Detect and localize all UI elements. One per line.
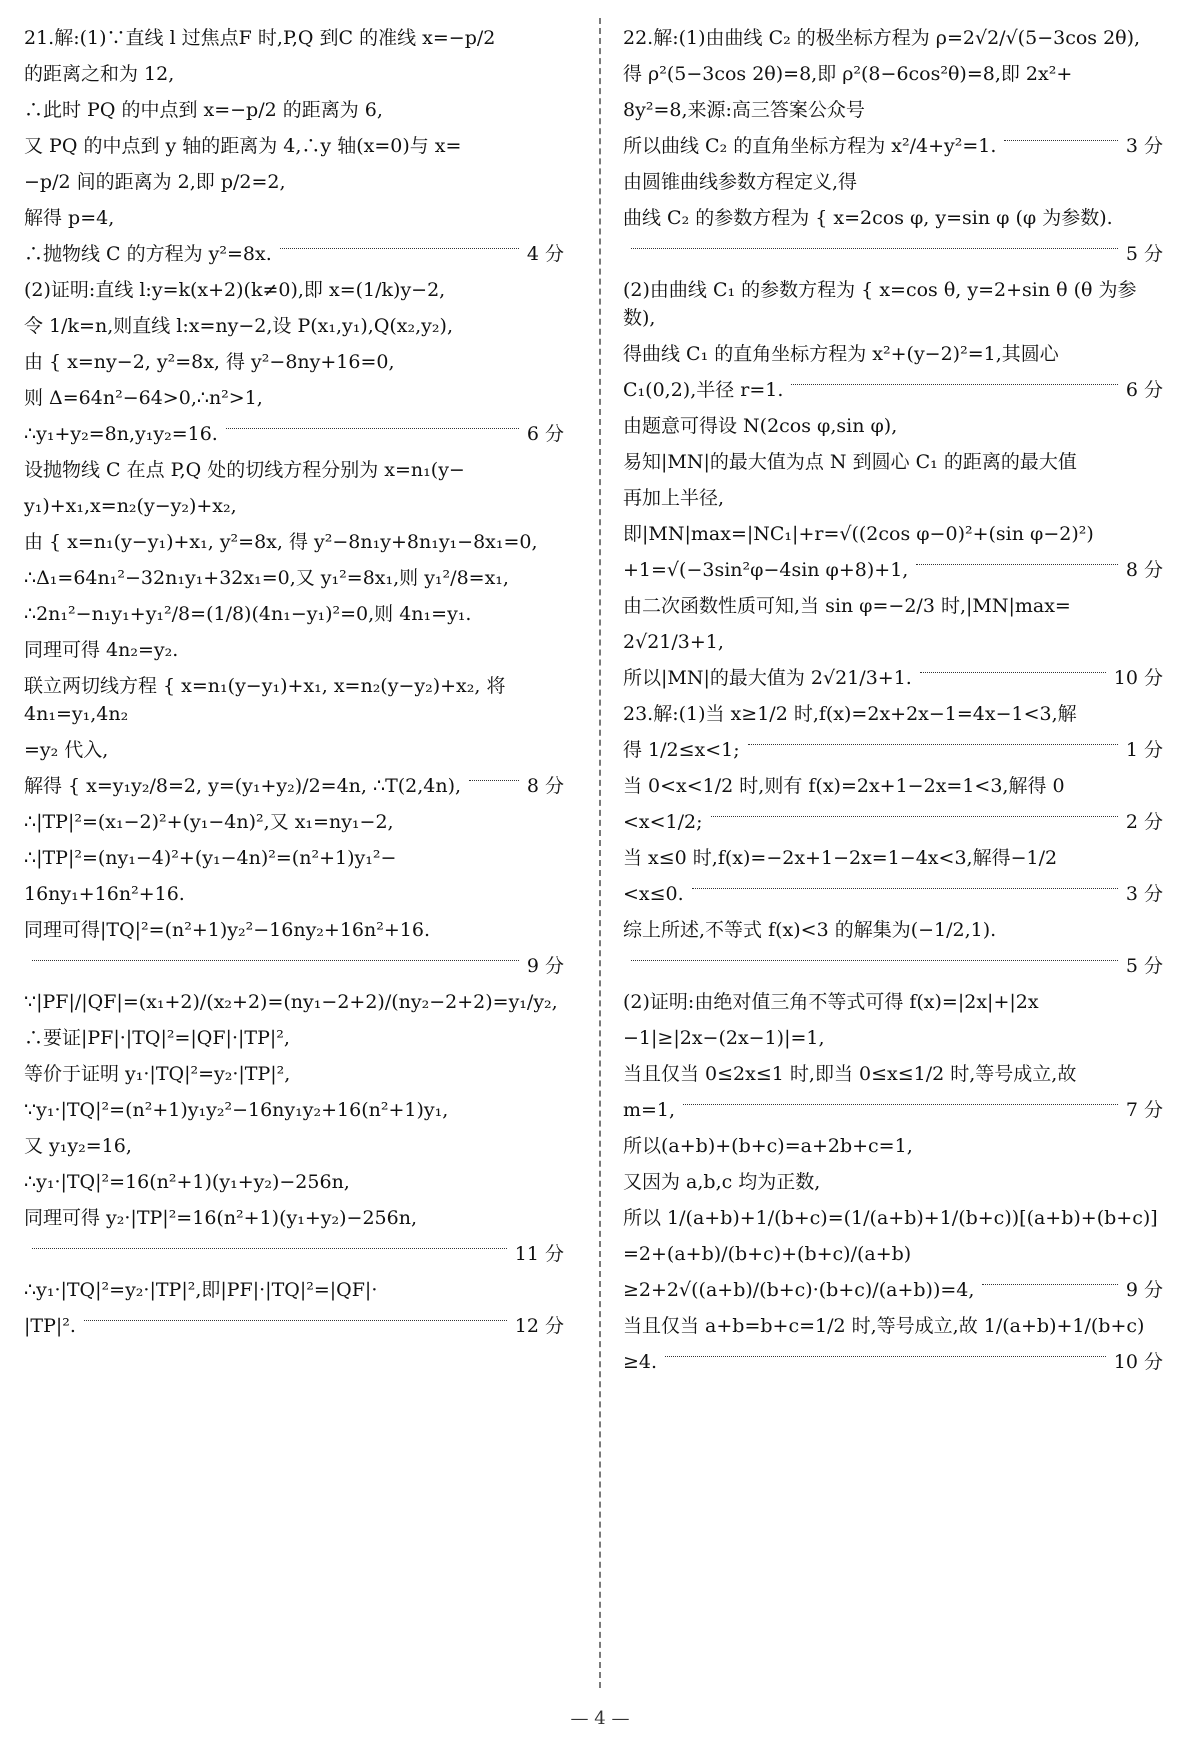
solution-line: 曲线 C₂ 的参数方程为 { x=2cos φ, y=sin φ (φ 为参数). (623, 207, 1113, 229)
score-points: 5 分 (1125, 243, 1163, 265)
solution-line (623, 808, 1163, 844)
solution-line: 同理可得 y₂·|TP|²=16(n²+1)(y₁+y₂)−256n, (24, 1207, 417, 1229)
solution-line: 当 x≤0 时,f(x)=−2x+1−2x=1−4x<3,解得−1/2 (623, 847, 1058, 869)
solution-line (623, 952, 1163, 988)
page-number: — 4 — (570, 1708, 630, 1729)
score-points: 6 分 (1125, 379, 1163, 401)
dot-leader (469, 780, 519, 781)
solution-text: <x≤0. (623, 883, 684, 905)
solution-line: 由 { x=n₁(y−y₁)+x₁, y²=8x, 得 y²−8n₁y+8n₁y₁−8x₁=0, (24, 531, 538, 553)
solution-line: −1|≥|2x−(2x−1)|=1, (623, 1027, 825, 1049)
score-points: 4 分 (526, 243, 564, 265)
solution-line: ∴此时 PQ 的中点到 x=−p/2 的距离为 6, (24, 99, 383, 121)
solution-line: 由圆锥曲线参数方程定义,得 (623, 171, 858, 193)
solution-line: ∴2n₁²−n₁y₁+y₁²/8=(1/8)(4n₁−y₁)²=0,则 4n₁=y₁. (24, 603, 472, 625)
solution-line: =y₂ 代入, (24, 739, 109, 761)
solution-line: 2√21/3+1, (623, 631, 724, 653)
solution-text: <x<1/2; (623, 811, 703, 833)
solution-line: 设抛物线 C 在点 P,Q 处的切线方程分别为 x=n₁(y− (24, 459, 465, 481)
solution-line: 解得 p=4, (24, 207, 115, 229)
dot-leader (631, 960, 1118, 961)
score-points: 10 分 (1113, 1351, 1163, 1373)
score-points: 12 分 (514, 1315, 564, 1337)
solution-line: 综上所述,不等式 f(x)<3 的解集为(−1/2,1). (623, 919, 997, 941)
solution-line: ∵y₁·|TQ|²=(n²+1)y₁y₂²−16ny₁y₂+16(n²+1)y₁, (24, 1099, 449, 1121)
score-points: 8 分 (526, 775, 564, 797)
solution-line: 16ny₁+16n²+16. (24, 883, 185, 905)
solution-text: 所以曲线 C₂ 的直角坐标方程为 x²/4+y²=1. (623, 135, 997, 157)
solution-text: ≥4. (623, 1351, 658, 1373)
solution-line (24, 1312, 564, 1348)
solution-line: 得 ρ²(5−3cos 2θ)=8,即 ρ²(8−6cos²θ)=8,即 2x²+ (623, 63, 1073, 85)
solution-line: −p/2 间的距离为 2,即 p/2=2, (24, 171, 286, 193)
column-divider (599, 18, 601, 1688)
score-points: 10 分 (1113, 667, 1163, 689)
solution-line: 令 1/k=n,则直线 l:x=ny−2,设 P(x₁,y₁),Q(x₂,y₂), (24, 315, 453, 337)
solution-line: 21.解:(1)∵直线 l 过焦点F 时,P,Q 到C 的准线 x=−p/2 (24, 27, 496, 49)
solution-text: 所以|MN|的最大值为 2√21/3+1. (623, 667, 912, 689)
dot-leader (280, 248, 519, 249)
solution-text: +1=√(−3sin²φ−4sin φ+8)+1, (623, 559, 909, 581)
dot-leader (916, 564, 1118, 565)
solution-line (623, 556, 1163, 592)
solution-line (623, 1276, 1163, 1312)
solution-line: 再加上半径, (623, 487, 725, 509)
dot-leader (791, 384, 1117, 385)
solution-line: ∴|TP|²=(ny₁−4)²+(y₁−4n)²=(n²+1)y₁²− (24, 847, 397, 869)
solution-line: ∴y₁·|TQ|²=y₂·|TP|²,即|PF|·|TQ|²=|QF|· (24, 1279, 378, 1301)
solution-line (623, 240, 1163, 276)
score-points: 5 分 (1125, 955, 1163, 977)
solution-line: 所以 1/(a+b)+1/(b+c)=(1/(a+b)+1/(b+c))[(a+b)+(b+c)] (623, 1207, 1158, 1229)
solution-text: ∴y₁+y₂=8n,y₁y₂=16. (24, 423, 218, 445)
dot-leader (692, 888, 1118, 889)
solution-line: 当且仅当 0≤2x≤1 时,即当 0≤x≤1/2 时,等号成立,故 (623, 1063, 1077, 1085)
score-points: 2 分 (1125, 811, 1163, 833)
solution-line: (2)证明:直线 l:y=k(x+2)(k≠0),即 x=(1/k)y−2, (24, 279, 446, 301)
solution-line: y₁)+x₁,x=n₂(y−y₂)+x₂, (24, 495, 237, 517)
solution-line: 由题意可得设 N(2cos φ,sin φ), (623, 415, 898, 437)
solution-line: 易知|MN|的最大值为点 N 到圆心 C₁ 的距离的最大值 (623, 451, 1077, 473)
solution-text: 得 1/2≤x<1; (623, 739, 740, 761)
solution-line (24, 240, 564, 276)
solution-line: 又 y₁y₂=16, (24, 1135, 132, 1157)
solution-line (623, 664, 1163, 700)
solution-line: 又 PQ 的中点到 y 轴的距离为 4,∴y 轴(x=0)与 x= (24, 135, 462, 157)
dot-leader (982, 1284, 1117, 1285)
solution-line (24, 1240, 564, 1276)
solution-line: 23.解:(1)当 x≥1/2 时,f(x)=2x+2x−1=4x−1<3,解 (623, 703, 1077, 725)
score-points: 3 分 (1125, 135, 1163, 157)
solution-line: ∴要证|PF|·|TQ|²=|QF|·|TP|², (24, 1027, 290, 1049)
dot-leader (683, 1104, 1118, 1105)
dot-leader (32, 1248, 507, 1249)
dot-leader (1004, 140, 1117, 141)
solution-line (24, 772, 564, 808)
dot-leader (32, 960, 519, 961)
solution-line: (2)证明:由绝对值三角不等式可得 f(x)=|2x|+|2x (623, 991, 1039, 1013)
solution-line (24, 952, 564, 988)
dot-leader (631, 248, 1118, 249)
dot-leader (711, 816, 1118, 817)
right-column (623, 24, 1163, 1384)
solution-line: 即|MN|max=|NC₁|+r=√((2cos φ−0)²+(sin φ−2)²) (623, 523, 1094, 545)
solution-line (623, 736, 1163, 772)
solution-line: 同理可得 4n₂=y₂. (24, 639, 179, 661)
solution-line: ∴y₁·|TQ|²=16(n²+1)(y₁+y₂)−256n, (24, 1171, 350, 1193)
solution-line: 又因为 a,b,c 均为正数, (623, 1171, 821, 1193)
solution-text: 解得 { x=y₁y₂/8=2, y=(y₁+y₂)/2=4n, ∴T(2,4n), (24, 775, 462, 797)
solution-text: |TP|². (24, 1315, 76, 1337)
score-points: 11 分 (514, 1243, 564, 1265)
dot-leader (226, 428, 519, 429)
solution-text: m=1, (623, 1099, 676, 1121)
solution-line: (2)由曲线 C₁ 的参数方程为 { x=cos θ, y=2+sin θ (θ 为参数), (623, 279, 1137, 329)
solution-line: 联立两切线方程 { x=n₁(y−y₁)+x₁, x=n₂(y−y₂)+x₂, 将 4n₁=y₁,4n₂ (24, 675, 512, 725)
solution-line: 同理可得|TQ|²=(n²+1)y₂²−16ny₂+16n²+16. (24, 919, 431, 941)
solution-line (623, 376, 1163, 412)
solution-line: 等价于证明 y₁·|TQ|²=y₂·|TP|², (24, 1063, 291, 1085)
solution-line (623, 1348, 1163, 1384)
solution-line: 所以(a+b)+(b+c)=a+2b+c=1, (623, 1135, 913, 1157)
dot-leader (665, 1356, 1106, 1357)
solution-line: 由二次函数性质可知,当 sin φ=−2/3 时,|MN|max= (623, 595, 1071, 617)
solution-line (623, 880, 1163, 916)
solution-line: 当 0<x<1/2 时,则有 f(x)=2x+1−2x=1<3,解得 0 (623, 775, 1065, 797)
solution-line: ∴|TP|²=(x₁−2)²+(y₁−4n)²,又 x₁=ny₁−2, (24, 811, 394, 833)
solution-line: 22.解:(1)由曲线 C₂ 的极坐标方程为 ρ=2√2/√(5−3cos 2θ), (623, 27, 1141, 49)
solution-line: =2+(a+b)/(b+c)+(b+c)/(a+b) (623, 1243, 912, 1265)
dot-leader (84, 1320, 507, 1321)
left-column (24, 24, 564, 1348)
score-points: 6 分 (526, 423, 564, 445)
score-points: 1 分 (1125, 739, 1163, 761)
solution-line (623, 132, 1163, 168)
score-points: 3 分 (1125, 883, 1163, 905)
solution-text: ∴抛物线 C 的方程为 y²=8x. (24, 243, 272, 265)
score-points: 9 分 (526, 955, 564, 977)
solution-text: ≥2+2√((a+b)/(b+c)·(b+c)/(a+b))=4, (623, 1279, 975, 1301)
dot-leader (920, 672, 1106, 673)
solution-line: 的距离之和为 12, (24, 63, 175, 85)
score-points: 7 分 (1125, 1099, 1163, 1121)
solution-line: ∴Δ₁=64n₁²−32n₁y₁+32x₁=0,又 y₁²=8x₁,则 y₁²/8=x₁, (24, 567, 509, 589)
solution-text: C₁(0,2),半径 r=1. (623, 379, 784, 401)
score-points: 8 分 (1125, 559, 1163, 581)
solution-line (623, 1096, 1163, 1132)
dot-leader (748, 744, 1118, 745)
score-points: 9 分 (1125, 1279, 1163, 1301)
solution-line: 当且仅当 a+b=b+c=1/2 时,等号成立,故 1/(a+b)+1/(b+c) (623, 1315, 1145, 1337)
solution-line (24, 420, 564, 456)
solution-line: ∵|PF|/|QF|=(x₁+2)/(x₂+2)=(ny₁−2+2)/(ny₂−2+2)=y₁/y₂, (24, 991, 558, 1013)
solution-line: 则 Δ=64n²−64>0,∴n²>1, (24, 387, 263, 409)
solution-line: 得曲线 C₁ 的直角坐标方程为 x²+(y−2)²=1,其圆心 (623, 343, 1059, 365)
solution-line: 由 { x=ny−2, y²=8x, 得 y²−8ny+16=0, (24, 351, 395, 373)
solution-line: 8y²=8,来源:高三答案公众号 (623, 99, 865, 121)
